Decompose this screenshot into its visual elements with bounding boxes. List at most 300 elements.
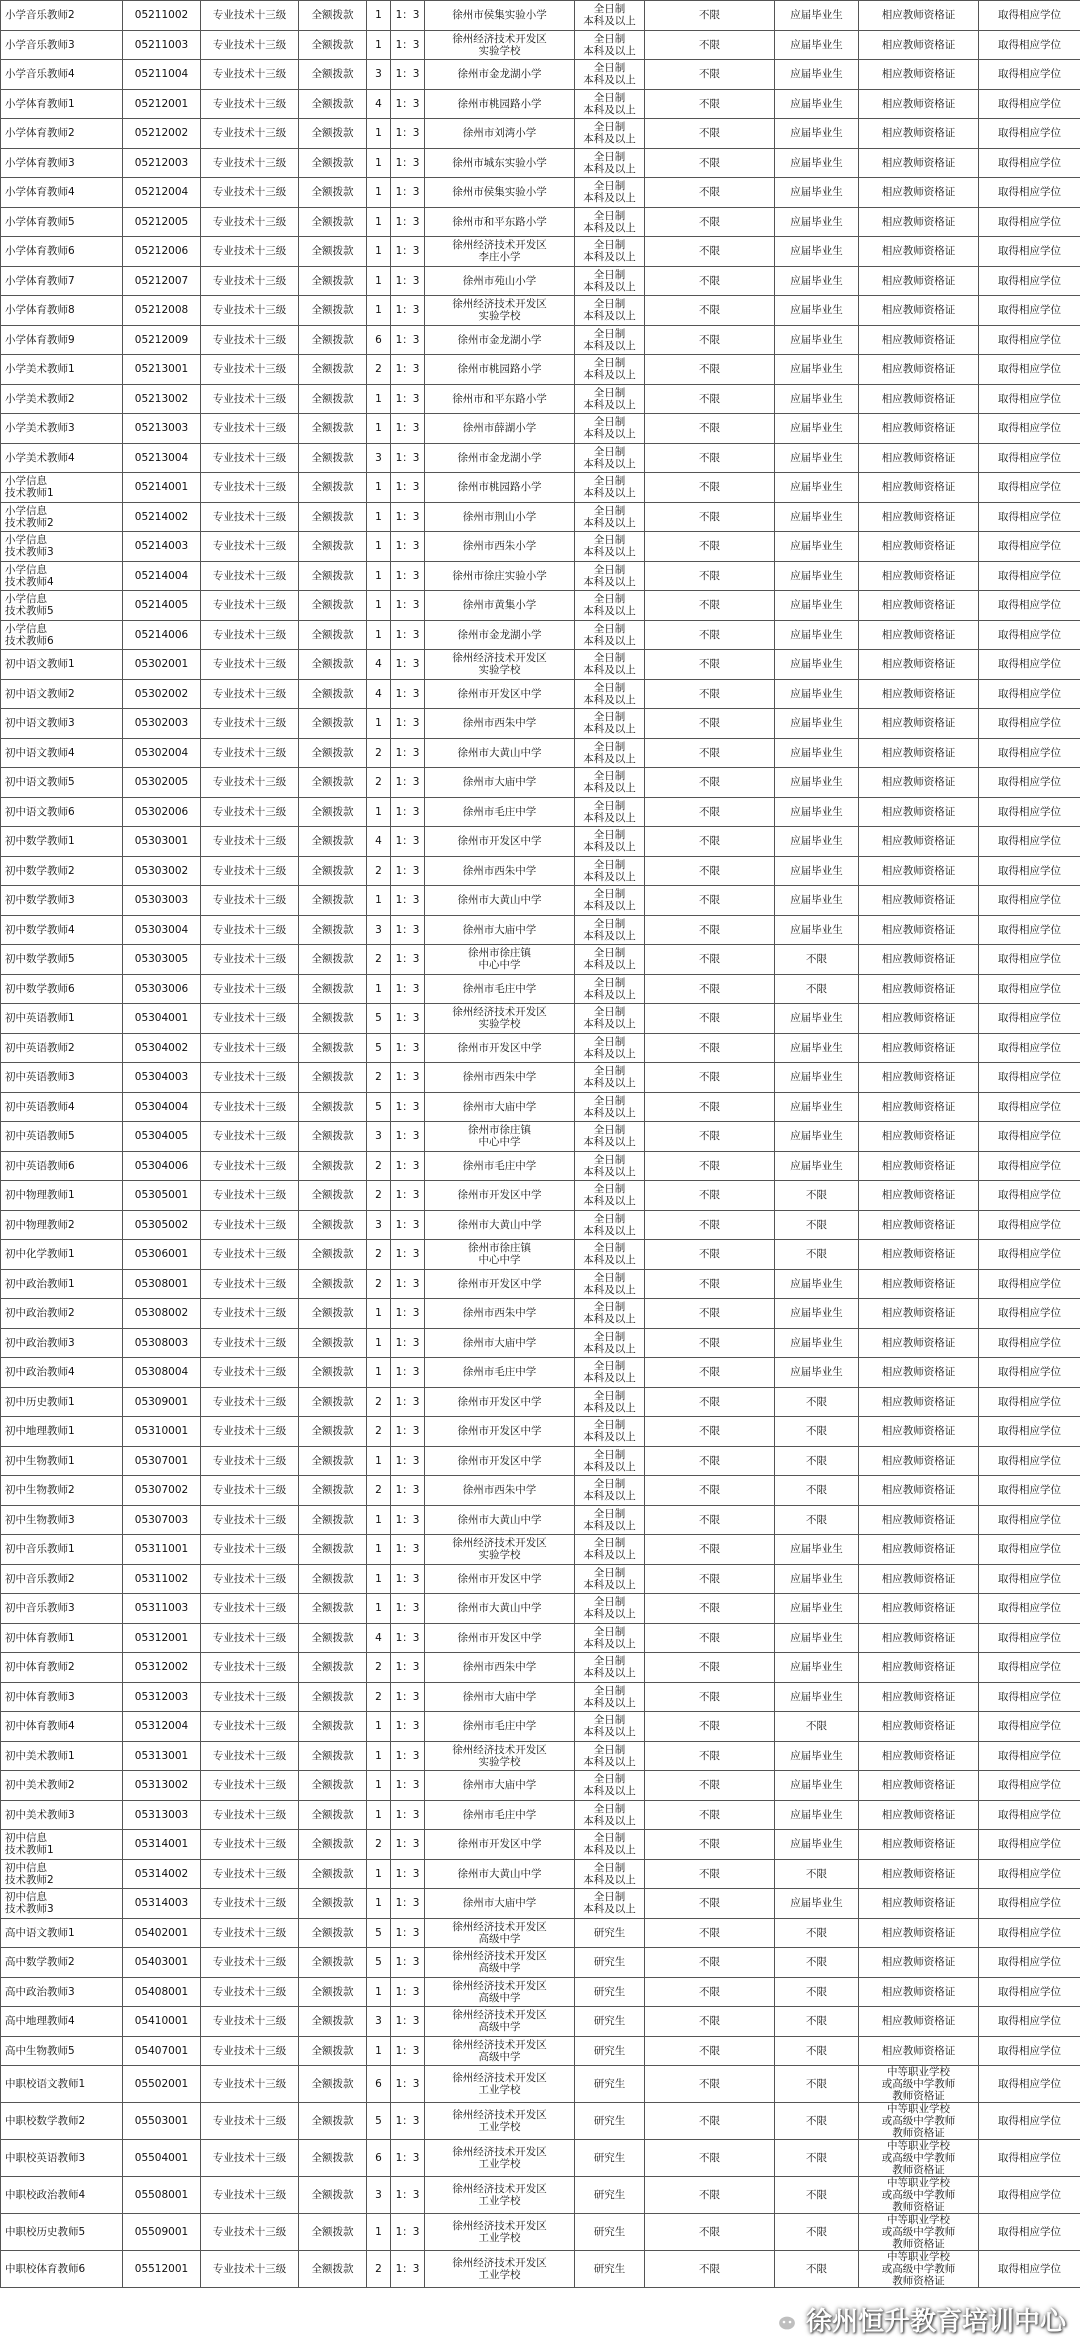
cell-post-level: 专业技术十三级 — [201, 30, 299, 60]
cell-exam-ratio: 1：3 — [391, 2214, 425, 2251]
cell-post-level: 专业技术十三级 — [201, 1387, 299, 1417]
cell-exam-ratio: 1：3 — [391, 1328, 425, 1358]
cell-post-name: 初中美术教师3 — [1, 1800, 123, 1830]
cell-post-code: 05304004 — [123, 1092, 201, 1122]
cell-post-code: 05212008 — [123, 296, 201, 326]
table-row — [1, 1505, 1080, 1535]
cell-candidate-type: 应届毕业生 — [775, 178, 859, 208]
cell-funding-type: 全额拨款 — [299, 709, 367, 739]
table-row — [1, 1210, 1080, 1240]
cell-quota: 1 — [367, 2036, 391, 2066]
cell-education: 全日制 本科及以上 — [575, 1623, 645, 1653]
cell-candidate-type: 不限 — [775, 2214, 859, 2251]
cell-funding-type: 全额拨款 — [299, 1830, 367, 1860]
table-row — [1, 827, 1080, 857]
cell-quota: 1 — [367, 1446, 391, 1476]
cell-candidate-type: 应届毕业生 — [775, 1033, 859, 1063]
cell-post-code: 05304001 — [123, 1004, 201, 1034]
cell-post-level: 专业技术十三级 — [201, 1122, 299, 1152]
cell-employer: 徐州市开发区中学 — [425, 1830, 575, 1860]
table-row — [1, 1889, 1080, 1919]
cell-major: 不限 — [645, 1889, 775, 1919]
cell-funding-type: 全额拨款 — [299, 1800, 367, 1830]
cell-quota: 2 — [367, 1682, 391, 1712]
cell-candidate-type: 不限 — [775, 2066, 859, 2103]
cell-post-name: 初中数学教师5 — [1, 945, 123, 975]
cell-degree: 取得相应学位 — [979, 414, 1080, 444]
cell-post-level: 专业技术十三级 — [201, 1682, 299, 1712]
cell-funding-type: 全额拨款 — [299, 355, 367, 385]
table-row — [1, 1358, 1080, 1388]
cell-quota: 5 — [367, 1033, 391, 1063]
cell-certificate: 相应教师资格证 — [859, 1594, 979, 1624]
cell-exam-ratio: 1：3 — [391, 1358, 425, 1388]
table-row — [1, 620, 1080, 650]
cell-major: 不限 — [645, 2036, 775, 2066]
cell-post-name: 小学信息 技术教师5 — [1, 591, 123, 621]
cell-post-name: 初中语文教师2 — [1, 679, 123, 709]
cell-education: 全日制 本科及以上 — [575, 473, 645, 503]
cell-certificate: 相应教师资格证 — [859, 650, 979, 680]
cell-post-code: 05212007 — [123, 266, 201, 296]
cell-post-code: 05211003 — [123, 30, 201, 60]
cell-quota: 3 — [367, 2177, 391, 2214]
cell-candidate-type: 应届毕业生 — [775, 1535, 859, 1565]
cell-quota: 3 — [367, 60, 391, 90]
cell-post-level: 专业技术十三级 — [201, 1653, 299, 1683]
cell-quota: 1 — [367, 1977, 391, 2007]
cell-funding-type: 全额拨款 — [299, 679, 367, 709]
table-row — [1, 1653, 1080, 1683]
cell-post-level: 专业技术十三级 — [201, 561, 299, 591]
cell-post-level: 专业技术十三级 — [201, 1358, 299, 1388]
cell-employer: 徐州市开发区中学 — [425, 1446, 575, 1476]
cell-certificate: 相应教师资格证 — [859, 827, 979, 857]
cell-post-level: 专业技术十三级 — [201, 915, 299, 945]
cell-funding-type: 全额拨款 — [299, 1417, 367, 1447]
cell-post-level: 专业技术十三级 — [201, 60, 299, 90]
cell-education: 全日制 本科及以上 — [575, 60, 645, 90]
cell-education: 全日制 本科及以上 — [575, 443, 645, 473]
cell-quota: 1 — [367, 1358, 391, 1388]
cell-post-name: 小学美术教师1 — [1, 355, 123, 385]
cell-funding-type: 全额拨款 — [299, 1240, 367, 1270]
cell-major: 不限 — [645, 178, 775, 208]
cell-exam-ratio: 1：3 — [391, 502, 425, 532]
cell-education: 全日制 本科及以上 — [575, 266, 645, 296]
cell-certificate: 相应教师资格证 — [859, 1151, 979, 1181]
cell-post-level: 专业技术十三级 — [201, 1948, 299, 1978]
cell-education: 全日制 本科及以上 — [575, 709, 645, 739]
cell-post-code: 05212003 — [123, 148, 201, 178]
cell-post-name: 小学体育教师3 — [1, 148, 123, 178]
cell-post-name: 初中政治教师4 — [1, 1358, 123, 1388]
cell-degree: 取得相应学位 — [979, 591, 1080, 621]
cell-certificate: 相应教师资格证 — [859, 443, 979, 473]
cell-employer: 徐州市西朱小学 — [425, 532, 575, 562]
cell-employer: 徐州市苑山小学 — [425, 266, 575, 296]
cell-post-level: 专业技术十三级 — [201, 1564, 299, 1594]
cell-employer: 徐州经济技术开发区 实验学校 — [425, 1535, 575, 1565]
cell-employer: 徐州经济技术开发区 高级中学 — [425, 2036, 575, 2066]
cell-exam-ratio: 1：3 — [391, 1682, 425, 1712]
cell-employer: 徐州市大黄山中学 — [425, 1210, 575, 1240]
cell-employer: 徐州市西朱中学 — [425, 1063, 575, 1093]
cell-degree: 取得相应学位 — [979, 620, 1080, 650]
cell-post-code: 05311001 — [123, 1535, 201, 1565]
cell-quota: 1 — [367, 414, 391, 444]
cell-employer: 徐州经济技术开发区 李庄小学 — [425, 237, 575, 267]
cell-certificate: 相应教师资格证 — [859, 1682, 979, 1712]
cell-education: 全日制 本科及以上 — [575, 1859, 645, 1889]
cell-quota: 1 — [367, 237, 391, 267]
cell-certificate: 相应教师资格证 — [859, 148, 979, 178]
cell-certificate: 相应教师资格证 — [859, 1358, 979, 1388]
cell-education: 全日制 本科及以上 — [575, 1653, 645, 1683]
cell-exam-ratio: 1：3 — [391, 2066, 425, 2103]
cell-funding-type: 全额拨款 — [299, 1328, 367, 1358]
cell-post-name: 初中政治教师1 — [1, 1269, 123, 1299]
cell-certificate: 相应教师资格证 — [859, 561, 979, 591]
cell-post-level: 专业技术十三级 — [201, 797, 299, 827]
cell-candidate-type: 应届毕业生 — [775, 738, 859, 768]
cell-employer: 徐州市毛庄中学 — [425, 1800, 575, 1830]
cell-post-level: 专业技术十三级 — [201, 296, 299, 326]
cell-major: 不限 — [645, 1210, 775, 1240]
cell-certificate: 中等职业学校 或高级中学教师 教师资格证 — [859, 2140, 979, 2177]
cell-post-level: 专业技术十三级 — [201, 827, 299, 857]
cell-certificate: 相应教师资格证 — [859, 1033, 979, 1063]
cell-degree: 取得相应学位 — [979, 2177, 1080, 2214]
cell-candidate-type: 应届毕业生 — [775, 620, 859, 650]
cell-post-name: 初中音乐教师1 — [1, 1535, 123, 1565]
cell-funding-type: 全额拨款 — [299, 768, 367, 798]
cell-education: 全日制 本科及以上 — [575, 679, 645, 709]
cell-candidate-type: 应届毕业生 — [775, 296, 859, 326]
cell-certificate: 相应教师资格证 — [859, 620, 979, 650]
cell-certificate: 中等职业学校 或高级中学教师 教师资格证 — [859, 2177, 979, 2214]
cell-education: 全日制 本科及以上 — [575, 237, 645, 267]
table-row — [1, 60, 1080, 90]
cell-candidate-type: 不限 — [775, 1918, 859, 1948]
cell-post-code: 05304005 — [123, 1122, 201, 1152]
cell-degree: 取得相应学位 — [979, 945, 1080, 975]
cell-quota: 1 — [367, 1299, 391, 1329]
cell-post-code: 05214004 — [123, 561, 201, 591]
cell-certificate: 相应教师资格证 — [859, 1, 979, 31]
table-row — [1, 325, 1080, 355]
cell-funding-type: 全额拨款 — [299, 1682, 367, 1712]
cell-post-name: 初中英语教师5 — [1, 1122, 123, 1152]
cell-candidate-type: 应届毕业生 — [775, 915, 859, 945]
cell-post-name: 初中生物教师3 — [1, 1505, 123, 1535]
cell-certificate: 相应教师资格证 — [859, 1564, 979, 1594]
cell-major: 不限 — [645, 1299, 775, 1329]
cell-certificate: 相应教师资格证 — [859, 502, 979, 532]
cell-post-level: 专业技术十三级 — [201, 207, 299, 237]
cell-post-name: 小学音乐教师2 — [1, 1, 123, 31]
cell-education: 全日制 本科及以上 — [575, 1358, 645, 1388]
cell-candidate-type: 不限 — [775, 2140, 859, 2177]
cell-employer: 徐州市大黄山中学 — [425, 886, 575, 916]
cell-candidate-type: 应届毕业生 — [775, 60, 859, 90]
cell-quota: 1 — [367, 1859, 391, 1889]
cell-funding-type: 全额拨款 — [299, 1505, 367, 1535]
table-row — [1, 473, 1080, 503]
cell-quota: 3 — [367, 443, 391, 473]
table-row — [1, 945, 1080, 975]
cell-certificate: 相应教师资格证 — [859, 89, 979, 119]
cell-exam-ratio: 1：3 — [391, 886, 425, 916]
cell-candidate-type: 应届毕业生 — [775, 1151, 859, 1181]
cell-education: 全日制 本科及以上 — [575, 1387, 645, 1417]
cell-funding-type: 全额拨款 — [299, 148, 367, 178]
cell-certificate: 相应教师资格证 — [859, 591, 979, 621]
watermark-text: 徐州恒升教育培训中心 — [805, 2307, 1066, 2337]
cell-education: 全日制 本科及以上 — [575, 738, 645, 768]
table-row — [1, 1741, 1080, 1771]
cell-post-name: 小学体育教师6 — [1, 237, 123, 267]
cell-post-level: 专业技术十三级 — [201, 1299, 299, 1329]
cell-funding-type: 全额拨款 — [299, 443, 367, 473]
cell-candidate-type: 应届毕业生 — [775, 1682, 859, 1712]
cell-employer: 徐州市大庙中学 — [425, 768, 575, 798]
cell-certificate: 相应教师资格证 — [859, 1741, 979, 1771]
cell-degree: 取得相应学位 — [979, 207, 1080, 237]
cell-post-level: 专业技术十三级 — [201, 355, 299, 385]
cell-degree: 取得相应学位 — [979, 473, 1080, 503]
cell-post-level: 专业技术十三级 — [201, 2140, 299, 2177]
cell-post-code: 05504001 — [123, 2140, 201, 2177]
cell-employer: 徐州市桃园路小学 — [425, 473, 575, 503]
cell-quota: 2 — [367, 1387, 391, 1417]
cell-post-level: 专业技术十三级 — [201, 1594, 299, 1624]
cell-quota: 1 — [367, 502, 391, 532]
cell-funding-type: 全额拨款 — [299, 414, 367, 444]
cell-major: 不限 — [645, 1004, 775, 1034]
cell-exam-ratio: 1：3 — [391, 1800, 425, 1830]
cell-post-level: 专业技术十三级 — [201, 1446, 299, 1476]
cell-employer: 徐州市大庙中学 — [425, 1092, 575, 1122]
cell-exam-ratio: 1：3 — [391, 1889, 425, 1919]
cell-post-level: 专业技术十三级 — [201, 1092, 299, 1122]
cell-degree: 取得相应学位 — [979, 1564, 1080, 1594]
cell-quota: 2 — [367, 1063, 391, 1093]
cell-degree: 取得相应学位 — [979, 1417, 1080, 1447]
cell-candidate-type: 不限 — [775, 1387, 859, 1417]
cell-post-level: 专业技术十三级 — [201, 1505, 299, 1535]
cell-degree: 取得相应学位 — [979, 1653, 1080, 1683]
cell-education: 全日制 本科及以上 — [575, 1092, 645, 1122]
table-row — [1, 1299, 1080, 1329]
cell-quota: 4 — [367, 1623, 391, 1653]
cell-post-name: 初中体育教师1 — [1, 1623, 123, 1653]
cell-certificate: 相应教师资格证 — [859, 1476, 979, 1506]
cell-post-name: 小学美术教师2 — [1, 384, 123, 414]
cell-degree: 取得相应学位 — [979, 60, 1080, 90]
cell-major: 不限 — [645, 1859, 775, 1889]
cell-post-code: 05312004 — [123, 1712, 201, 1742]
table-row — [1, 856, 1080, 886]
table-row — [1, 1328, 1080, 1358]
cell-education: 全日制 本科及以上 — [575, 1712, 645, 1742]
cell-certificate: 相应教师资格证 — [859, 1859, 979, 1889]
cell-employer: 徐州市徐庄实验小学 — [425, 561, 575, 591]
cell-major: 不限 — [645, 1122, 775, 1152]
cell-post-code: 05214006 — [123, 620, 201, 650]
cell-candidate-type: 应届毕业生 — [775, 1830, 859, 1860]
cell-education: 研究生 — [575, 1948, 645, 1978]
cell-post-name: 小学体育教师9 — [1, 325, 123, 355]
cell-certificate: 相应教师资格证 — [859, 1269, 979, 1299]
cell-post-name: 初中英语教师4 — [1, 1092, 123, 1122]
cell-candidate-type: 应届毕业生 — [775, 1358, 859, 1388]
cell-candidate-type: 应届毕业生 — [775, 679, 859, 709]
cell-major: 不限 — [645, 1741, 775, 1771]
cell-employer: 徐州市侯集实验小学 — [425, 1, 575, 31]
cell-major: 不限 — [645, 620, 775, 650]
cell-funding-type: 全额拨款 — [299, 532, 367, 562]
cell-exam-ratio: 1：3 — [391, 532, 425, 562]
cell-funding-type: 全额拨款 — [299, 1299, 367, 1329]
table-row — [1, 679, 1080, 709]
cell-major: 不限 — [645, 2251, 775, 2288]
cell-major: 不限 — [645, 1712, 775, 1742]
cell-degree: 取得相应学位 — [979, 1476, 1080, 1506]
cell-degree: 取得相应学位 — [979, 237, 1080, 267]
cell-funding-type: 全额拨款 — [299, 1977, 367, 2007]
table-row — [1, 1712, 1080, 1742]
cell-post-code: 05211002 — [123, 1, 201, 31]
cell-employer: 徐州市金龙湖小学 — [425, 325, 575, 355]
cell-post-name: 小学美术教师4 — [1, 443, 123, 473]
cell-post-name: 初中信息 技术教师2 — [1, 1859, 123, 1889]
table-row — [1, 768, 1080, 798]
cell-candidate-type: 应届毕业生 — [775, 1623, 859, 1653]
cell-candidate-type: 应届毕业生 — [775, 1564, 859, 1594]
cell-funding-type: 全额拨款 — [299, 1918, 367, 1948]
table-row — [1, 650, 1080, 680]
cell-candidate-type: 应届毕业生 — [775, 1800, 859, 1830]
cell-post-name: 初中语文教师1 — [1, 650, 123, 680]
cell-education: 全日制 本科及以上 — [575, 1682, 645, 1712]
cell-exam-ratio: 1：3 — [391, 355, 425, 385]
cell-employer: 徐州经济技术开发区 工业学校 — [425, 2140, 575, 2177]
cell-degree: 取得相应学位 — [979, 1240, 1080, 1270]
cell-education: 全日制 本科及以上 — [575, 591, 645, 621]
cell-candidate-type: 应届毕业生 — [775, 1092, 859, 1122]
cell-certificate: 相应教师资格证 — [859, 30, 979, 60]
cell-post-code: 05314003 — [123, 1889, 201, 1919]
cell-funding-type: 全额拨款 — [299, 1859, 367, 1889]
cell-exam-ratio: 1：3 — [391, 237, 425, 267]
cell-post-level: 专业技术十三级 — [201, 1800, 299, 1830]
cell-exam-ratio: 1：3 — [391, 1594, 425, 1624]
cell-degree: 取得相应学位 — [979, 856, 1080, 886]
cell-education: 全日制 本科及以上 — [575, 119, 645, 149]
table-row — [1, 237, 1080, 267]
cell-degree: 取得相应学位 — [979, 178, 1080, 208]
cell-quota: 2 — [367, 856, 391, 886]
cell-post-code: 05402001 — [123, 1918, 201, 1948]
cell-post-code: 05302004 — [123, 738, 201, 768]
cell-post-code: 05214005 — [123, 591, 201, 621]
cell-major: 不限 — [645, 1505, 775, 1535]
cell-degree: 取得相应学位 — [979, 355, 1080, 385]
cell-quota: 1 — [367, 561, 391, 591]
cell-major: 不限 — [645, 443, 775, 473]
cell-post-level: 专业技术十三级 — [201, 1181, 299, 1211]
cell-major: 不限 — [645, 1535, 775, 1565]
cell-education: 全日制 本科及以上 — [575, 856, 645, 886]
cell-post-level: 专业技术十三级 — [201, 1830, 299, 1860]
table-row — [1, 2251, 1080, 2288]
cell-major: 不限 — [645, 266, 775, 296]
cell-major: 不限 — [645, 945, 775, 975]
cell-education: 全日制 本科及以上 — [575, 502, 645, 532]
cell-funding-type: 全额拨款 — [299, 1535, 367, 1565]
cell-employer: 徐州经济技术开发区 工业学校 — [425, 2251, 575, 2288]
cell-candidate-type: 应届毕业生 — [775, 1122, 859, 1152]
cell-major: 不限 — [645, 679, 775, 709]
cell-quota: 1 — [367, 797, 391, 827]
cell-employer: 徐州市大黄山中学 — [425, 1859, 575, 1889]
cell-post-name: 初中地理教师1 — [1, 1417, 123, 1447]
cell-education: 全日制 本科及以上 — [575, 768, 645, 798]
cell-major: 不限 — [645, 1151, 775, 1181]
cell-post-level: 专业技术十三级 — [201, 2214, 299, 2251]
cell-candidate-type: 应届毕业生 — [775, 709, 859, 739]
cell-major: 不限 — [645, 296, 775, 326]
cell-candidate-type: 应届毕业生 — [775, 207, 859, 237]
cell-post-level: 专业技术十三级 — [201, 945, 299, 975]
cell-post-level: 专业技术十三级 — [201, 1, 299, 31]
cell-post-name: 中职校体育教师6 — [1, 2251, 123, 2288]
cell-post-code: 05212002 — [123, 119, 201, 149]
cell-quota: 1 — [367, 266, 391, 296]
cell-exam-ratio: 1：3 — [391, 1476, 425, 1506]
cell-post-code: 05502001 — [123, 2066, 201, 2103]
cell-post-code: 05212005 — [123, 207, 201, 237]
table-row — [1, 1063, 1080, 1093]
cell-employer: 徐州市毛庄中学 — [425, 1712, 575, 1742]
cell-quota: 4 — [367, 827, 391, 857]
cell-exam-ratio: 1：3 — [391, 2036, 425, 2066]
table-row — [1, 207, 1080, 237]
cell-employer: 徐州市桃园路小学 — [425, 89, 575, 119]
cell-quota: 1 — [367, 384, 391, 414]
cell-post-level: 专业技术十三级 — [201, 2036, 299, 2066]
cell-employer: 徐州经济技术开发区 工业学校 — [425, 2103, 575, 2140]
cell-education: 全日制 本科及以上 — [575, 532, 645, 562]
cell-post-level: 专业技术十三级 — [201, 1623, 299, 1653]
cell-candidate-type: 应届毕业生 — [775, 325, 859, 355]
cell-quota: 1 — [367, 591, 391, 621]
cell-post-name: 初中生物教师1 — [1, 1446, 123, 1476]
cell-quota: 1 — [367, 1771, 391, 1801]
cell-major: 不限 — [645, 355, 775, 385]
cell-major: 不限 — [645, 1, 775, 31]
cell-post-name: 小学信息 技术教师4 — [1, 561, 123, 591]
table-row — [1, 1181, 1080, 1211]
cell-education: 全日制 本科及以上 — [575, 1004, 645, 1034]
cell-degree: 取得相应学位 — [979, 915, 1080, 945]
cell-employer: 徐州市开发区中学 — [425, 1564, 575, 1594]
table-row — [1, 1269, 1080, 1299]
cell-post-level: 专业技术十三级 — [201, 532, 299, 562]
cell-degree: 取得相应学位 — [979, 1063, 1080, 1093]
cell-exam-ratio: 1：3 — [391, 1387, 425, 1417]
